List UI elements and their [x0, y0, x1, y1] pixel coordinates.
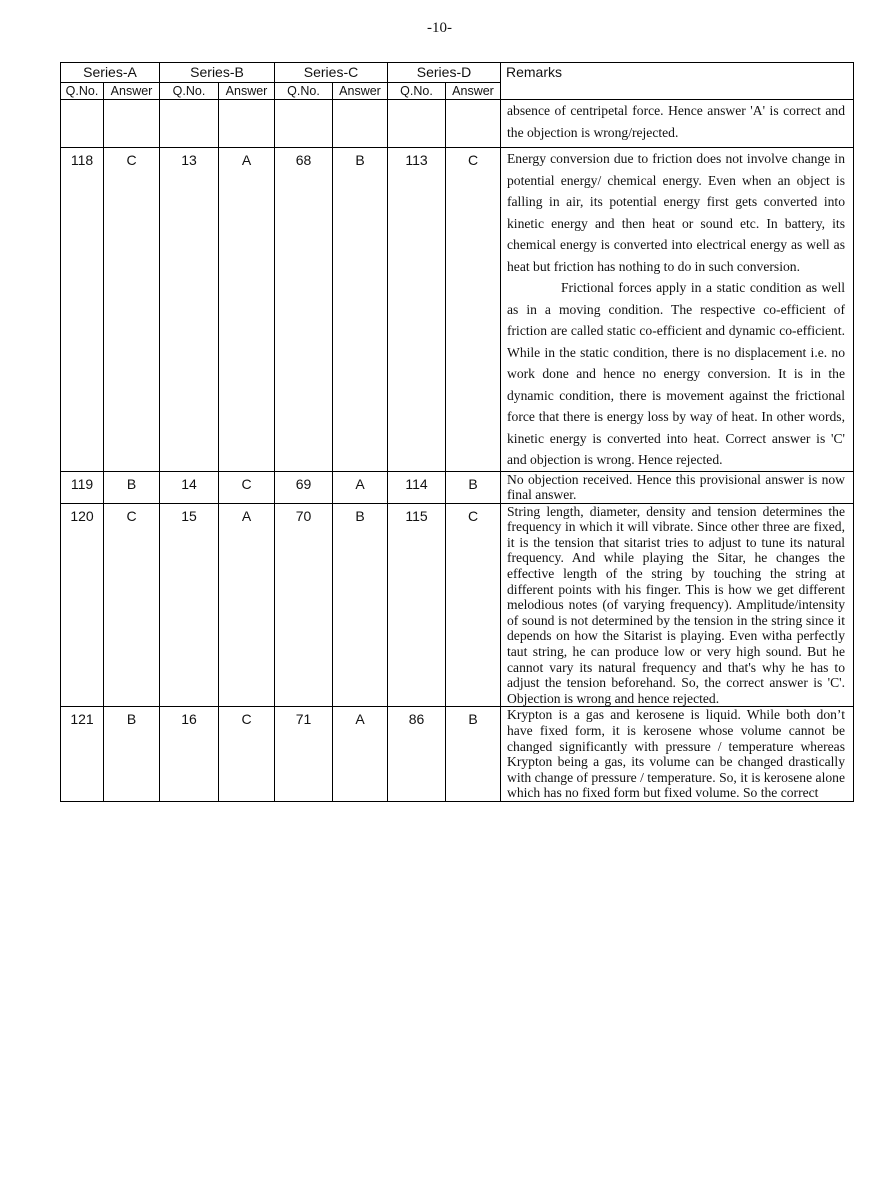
series-d-qno — [388, 100, 446, 148]
table-row — [61, 503, 854, 707]
series-b-qno: 16 — [160, 707, 219, 802]
remarks-cell — [501, 148, 854, 472]
remarks-cell — [501, 707, 854, 802]
series-d-header: Series-D — [388, 63, 501, 83]
series-c-answer: B — [333, 148, 388, 472]
table-row — [61, 148, 854, 472]
series-c-qno: 71 — [275, 707, 333, 802]
series-c-answer: A — [333, 707, 388, 802]
series-b-header: Series-B — [160, 63, 275, 83]
table-row — [61, 471, 854, 503]
series-c-qno: 70 — [275, 503, 333, 707]
series-header-row — [61, 63, 854, 83]
series-c-qno-header: Q.No. — [275, 83, 333, 100]
series-b-answer: C — [219, 707, 275, 802]
series-c-qno: 69 — [275, 471, 333, 503]
answer-key-table — [60, 62, 854, 802]
series-d-qno-header: Q.No. — [388, 83, 446, 100]
series-a-qno: 118 — [61, 148, 104, 472]
series-b-answer: A — [219, 503, 275, 707]
series-a-answer: B — [104, 707, 160, 802]
series-b-answer: C — [219, 471, 275, 503]
series-b-qno — [160, 100, 219, 148]
series-c-answer — [333, 100, 388, 148]
series-d-answer: C — [446, 148, 501, 472]
series-b-answer: A — [219, 148, 275, 472]
series-b-qno: 13 — [160, 148, 219, 472]
series-d-answer: C — [446, 503, 501, 707]
remarks-cell — [501, 100, 854, 148]
series-a-qno: 121 — [61, 707, 104, 802]
series-b-answer — [219, 100, 275, 148]
series-b-qno-header: Q.No. — [160, 83, 219, 100]
table-row — [61, 100, 854, 148]
remark-paragraph: absence of centripetal force. Hence answer 'A' is correct and the objection is wrong/rejected. — [507, 103, 845, 140]
remarks-cell — [501, 471, 854, 503]
series-d-qno: 86 — [388, 707, 446, 802]
series-d-answer-header: Answer — [446, 83, 501, 100]
remark-paragraph: Frictional forces apply in a static condition as well as in a moving condition. The respective co-efficient of friction are called static co-efficient and dynamic co-efficient. While in the static condition, there is no displacement i.e. no work done and hence no energy conversion. It is in the dynamic condition, there is movement against the frictional force that there is energy loss by way of heat. In other words, kinetic energy is converted into heat. Correct answer is 'C' and objection is wrong. Hence rejected. — [507, 280, 845, 467]
series-d-qno: 114 — [388, 471, 446, 503]
series-a-qno-header: Q.No. — [61, 83, 104, 100]
remark-paragraph: Energy conversion due to friction does not involve change in potential energy/ chemical energy. Even when an object is falling in air, its potential energy first gets converted into kinetic energy and then heat or sound etc. In battery, its chemical energy is converted into electrical energy as well as heat but friction has nothing to do in such conversion. — [507, 151, 845, 274]
series-b-answer-header: Answer — [219, 83, 275, 100]
remark-paragraph: Krypton is a gas and kerosene is liquid. While both don’t have fixed form, it is kerosene whose volume cannot be changed significantly with pressure / temperature whereas Krypton being a gas, its volume can be changed drastically with change of pressure / temperature. So, it is kerosene alone which has no fixed form but fixed volume. So the correct — [507, 707, 845, 801]
table-row — [61, 707, 854, 802]
series-a-answer — [104, 100, 160, 148]
series-d-answer: B — [446, 471, 501, 503]
remarks-header: Remarks — [501, 63, 854, 100]
series-a-qno: 120 — [61, 503, 104, 707]
page-number: -10- — [427, 20, 452, 36]
series-b-qno: 14 — [160, 471, 219, 503]
series-a-answer-header: Answer — [104, 83, 160, 100]
series-c-answer-header: Answer — [333, 83, 388, 100]
series-d-answer — [446, 100, 501, 148]
remark-paragraph: No objection received. Hence this provisional answer is now final answer. — [507, 471, 845, 503]
series-d-answer: B — [446, 707, 501, 802]
series-b-qno: 15 — [160, 503, 219, 707]
series-a-answer: C — [104, 148, 160, 472]
series-c-qno: 68 — [275, 148, 333, 472]
remark-paragraph: String length, diameter, density and tension determines the frequency in which it will vibrate. Since other three are fixed, it is the tension that sitarist tries to adjust to tune its natural frequency. And while playing the Sitar, he changes the effective length of the string by touching the string at different points with his finger. This is how we get different melodious notes (of varying frequency). Amplitude/intensity of sound is not determined by the tension in the string since it depends on how the Sitarist is playing. Even witha perfectly taut string, he can produce low or very high sound. But he cannot vary its natural frequency and that's why he has to adjust the tension beforehand. So, the correct answer is 'C'. Objection is wrong and hence rejected. — [507, 503, 845, 706]
series-c-qno — [275, 100, 333, 148]
series-c-header: Series-C — [275, 63, 388, 83]
series-a-qno: 119 — [61, 471, 104, 503]
series-d-qno: 115 — [388, 503, 446, 707]
series-d-qno: 113 — [388, 148, 446, 472]
series-a-qno — [61, 100, 104, 148]
series-c-answer: B — [333, 503, 388, 707]
series-c-answer: A — [333, 471, 388, 503]
series-a-answer: B — [104, 471, 160, 503]
remarks-cell — [501, 503, 854, 707]
series-a-answer: C — [104, 503, 160, 707]
series-a-header: Series-A — [61, 63, 160, 83]
